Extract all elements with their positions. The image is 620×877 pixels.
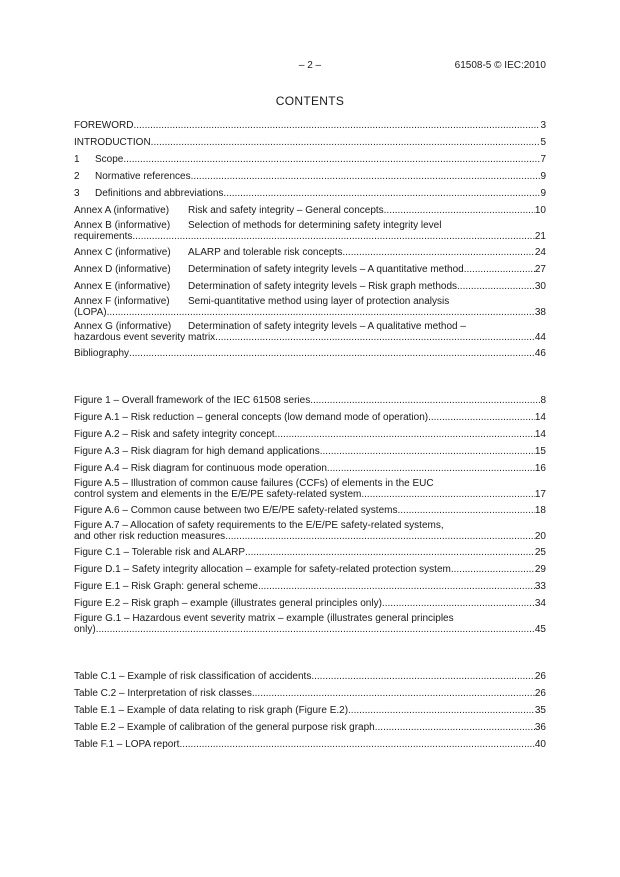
annex-prefix: Annex C (informative) <box>74 247 171 258</box>
dot-leader <box>428 409 535 426</box>
toc-page-number: 38 <box>534 307 546 318</box>
toc-entry-label: Figure A.2 – Risk and safety integrity concept <box>74 429 275 440</box>
toc-entry-label: Figure A.4 – Risk diagram for continuous mode operation <box>74 463 327 474</box>
toc-entry-label: INTRODUCTION <box>74 137 151 148</box>
toc-entry-definitions[interactable] <box>74 185 546 202</box>
toc-entry-label-continued: only) <box>74 624 96 635</box>
toc-entry-figure[interactable] <box>74 426 546 443</box>
toc-entry-annex-b[interactable] <box>74 219 546 244</box>
toc-page-number: 36 <box>534 722 546 733</box>
toc-entry-label: Table E.2 – Example of calibration of the general purpose risk graph <box>74 722 375 733</box>
toc-entry-label: Figure E.1 – Risk Graph: general scheme <box>74 581 258 592</box>
dot-leader <box>310 392 540 409</box>
toc-page-number: 33 <box>534 581 546 592</box>
toc-figures <box>74 392 546 637</box>
toc-entry-label: Figure G.1 – Hazardous event severity matrix – example (illustrates general principles <box>74 613 454 624</box>
toc-entry-label-continued: (LOPA) <box>74 307 107 318</box>
toc-entry-label: Normative references <box>95 171 191 182</box>
toc-entry-bibliography[interactable] <box>74 345 546 362</box>
toc-page-number: 21 <box>534 231 546 242</box>
toc-entry-label: ALARP and tolerable risk concepts <box>188 247 343 258</box>
dot-leader <box>151 134 541 151</box>
toc-entry-label: Table E.1 – Example of data relating to risk graph (Figure E.2) <box>74 705 349 716</box>
dot-leader <box>320 443 535 460</box>
dot-leader <box>384 202 535 219</box>
document-reference: 61508-5 © IEC:2010 <box>454 60 546 71</box>
toc-entry-label-continued: hazardous event severity matrix <box>74 332 216 343</box>
dot-leader <box>342 244 535 261</box>
toc-page-number: 7 <box>540 154 546 165</box>
section-number: 2 <box>74 171 80 182</box>
contents-title: CONTENTS <box>275 94 345 108</box>
dot-leader <box>225 531 535 543</box>
toc-entry-figure[interactable] <box>74 392 546 409</box>
annex-prefix: Annex D (informative) <box>74 264 171 275</box>
toc-page-number: 3 <box>540 120 546 131</box>
toc-entry-table[interactable] <box>74 668 546 685</box>
toc-entry-label: Determination of safety integrity levels – A quantitative method <box>188 264 464 275</box>
toc-page-number: 10 <box>534 205 546 216</box>
toc-entry-figure[interactable] <box>74 612 546 637</box>
toc-entry-figure[interactable] <box>74 460 546 477</box>
toc-page-number: 25 <box>534 547 546 558</box>
toc-entry-label: Determination of safety integrity levels – A qualitative method – <box>188 321 466 332</box>
dot-leader <box>223 185 540 202</box>
toc-page-number: 9 <box>540 171 546 182</box>
toc-page-number: 17 <box>534 489 546 500</box>
toc-entry-figure[interactable] <box>74 519 546 544</box>
toc-entry-label: Figure C.1 – Tolerable risk and ALARP <box>74 547 246 558</box>
dot-leader <box>129 345 535 362</box>
toc-page-number: 15 <box>534 446 546 457</box>
toc-entry-annex-g[interactable] <box>74 320 546 345</box>
toc-entry-normative-references[interactable] <box>74 168 546 185</box>
toc-page-number: 9 <box>540 188 546 199</box>
toc-page-number: 46 <box>534 348 546 359</box>
toc-page-number: 34 <box>534 598 546 609</box>
dot-leader <box>215 332 535 344</box>
toc-page-number: 18 <box>534 505 546 516</box>
dot-leader <box>451 561 535 578</box>
toc-entry-annex-c[interactable] <box>74 244 546 261</box>
toc-entry-introduction[interactable] <box>74 134 546 151</box>
dot-leader <box>311 668 535 685</box>
toc-entry-label: Figure D.1 – Safety integrity allocation – example for safety-related protection system <box>74 564 451 575</box>
toc-page-number: 30 <box>534 281 546 292</box>
toc-entry-label: Table C.2 – Interpretation of risk classes <box>74 688 252 699</box>
toc-entry-figure[interactable] <box>74 409 546 426</box>
toc-entry-table[interactable] <box>74 736 546 753</box>
toc-page-number: 20 <box>534 531 546 542</box>
section-number: 1 <box>74 154 80 165</box>
annex-prefix: Annex F (informative) <box>74 296 170 307</box>
toc-entry-figure[interactable] <box>74 443 546 460</box>
toc-entry-label: Determination of safety integrity levels – Risk graph methods <box>188 281 458 292</box>
toc-page-number: 44 <box>534 332 546 343</box>
section-number: 3 <box>74 188 80 199</box>
toc-entry-label-continued: control system and elements in the E/E/PE safety-related system <box>74 489 362 500</box>
dot-leader <box>123 151 540 168</box>
toc-entry-figure[interactable] <box>74 544 546 561</box>
toc-tables <box>74 668 546 753</box>
dot-leader <box>327 460 535 477</box>
toc-entry-label: Scope <box>95 154 124 165</box>
dot-leader <box>464 261 535 278</box>
toc-page-number: 24 <box>534 247 546 258</box>
toc-entry-figure[interactable] <box>74 477 546 502</box>
dot-leader <box>275 426 535 443</box>
dot-leader <box>382 595 535 612</box>
dot-leader <box>179 736 534 753</box>
toc-entry-label: Figure A.7 – Allocation of safety requirements to the E/E/PE safety-related systems, <box>74 520 444 531</box>
toc-entry-label: Table F.1 – LOPA report <box>74 739 180 750</box>
toc-page-number: 40 <box>534 739 546 750</box>
toc-entry-label: Bibliography <box>74 348 130 359</box>
annex-prefix: Annex B (informative) <box>74 220 171 231</box>
page-number: – 2 – <box>298 60 322 71</box>
toc-sections <box>74 117 546 362</box>
toc-entry-label: Figure 1 – Overall framework of the IEC 61508 series <box>74 395 311 406</box>
dot-leader <box>397 502 534 519</box>
toc-entry-label: Selection of methods for determining safety integrity level <box>188 220 442 231</box>
toc-entry-figure[interactable] <box>74 502 546 519</box>
dot-leader <box>258 578 535 595</box>
toc-page-number: 5 <box>540 137 546 148</box>
toc-entry-annex-f[interactable] <box>74 295 546 320</box>
toc-page-number: 8 <box>540 395 546 406</box>
dot-leader <box>133 117 540 134</box>
toc-entry-label: Definitions and abbreviations <box>95 188 224 199</box>
toc-entry-foreword[interactable] <box>74 117 546 134</box>
dot-leader <box>96 624 535 636</box>
toc-entry-label: Table C.1 – Example of risk classification of accidents <box>74 671 312 682</box>
toc-page-number: 45 <box>534 624 546 635</box>
toc-page-number: 27 <box>534 264 546 275</box>
toc-entry-label: Figure E.2 – Risk graph – example (illustrates general principles only) <box>74 598 382 609</box>
dot-leader <box>107 307 535 319</box>
toc-entry-label: Figure A.5 – Illustration of common cause failures (CCFs) of elements in the EUC <box>74 478 434 489</box>
toc-page-number: 29 <box>534 564 546 575</box>
toc-entry-label: FOREWORD <box>74 120 134 131</box>
dot-leader <box>191 168 541 185</box>
toc-entry-table[interactable] <box>74 685 546 702</box>
dot-leader <box>132 231 535 243</box>
toc-entry-label: Figure A.3 – Risk diagram for high demand applications <box>74 446 320 457</box>
annex-prefix: Annex G (informative) <box>74 321 172 332</box>
toc-entry-annex-a[interactable] <box>74 202 546 219</box>
toc-entry-figure[interactable] <box>74 578 546 595</box>
dot-leader <box>361 489 535 501</box>
dot-leader <box>375 719 535 736</box>
toc-entry-scope[interactable] <box>74 151 546 168</box>
toc-entry-label: Semi-quantitative method using layer of protection analysis <box>188 296 450 307</box>
annex-prefix: Annex A (informative) <box>74 205 170 216</box>
toc-entry-label-continued: and other risk reduction measures <box>74 531 226 542</box>
toc-entry-label: Figure A.6 – Common cause between two E/E/PE safety-related systems <box>74 505 398 516</box>
toc-page-number: 14 <box>534 412 546 423</box>
toc-entry-annex-d[interactable] <box>74 261 546 278</box>
toc-entry-label: Figure A.1 – Risk reduction – general concepts (low demand mode of operation) <box>74 412 429 423</box>
annex-prefix: Annex E (informative) <box>74 281 171 292</box>
toc-page-number: 26 <box>534 671 546 682</box>
dot-leader <box>348 702 535 719</box>
toc-entry-table[interactable] <box>74 702 546 719</box>
toc-entry-annex-e[interactable] <box>74 278 546 295</box>
toc-page-number: 26 <box>534 688 546 699</box>
dot-leader <box>457 278 535 295</box>
dot-leader <box>252 685 535 702</box>
toc-entry-figure[interactable] <box>74 595 546 612</box>
toc-entry-table[interactable] <box>74 719 546 736</box>
dot-leader <box>245 544 535 561</box>
toc-entry-figure[interactable] <box>74 561 546 578</box>
toc-page-number: 16 <box>534 463 546 474</box>
toc-page-number: 35 <box>534 705 546 716</box>
toc-page-number: 14 <box>534 429 546 440</box>
toc-entry-label-continued: requirements <box>74 231 133 242</box>
toc-entry-label: Risk and safety integrity – General concepts <box>188 205 384 216</box>
